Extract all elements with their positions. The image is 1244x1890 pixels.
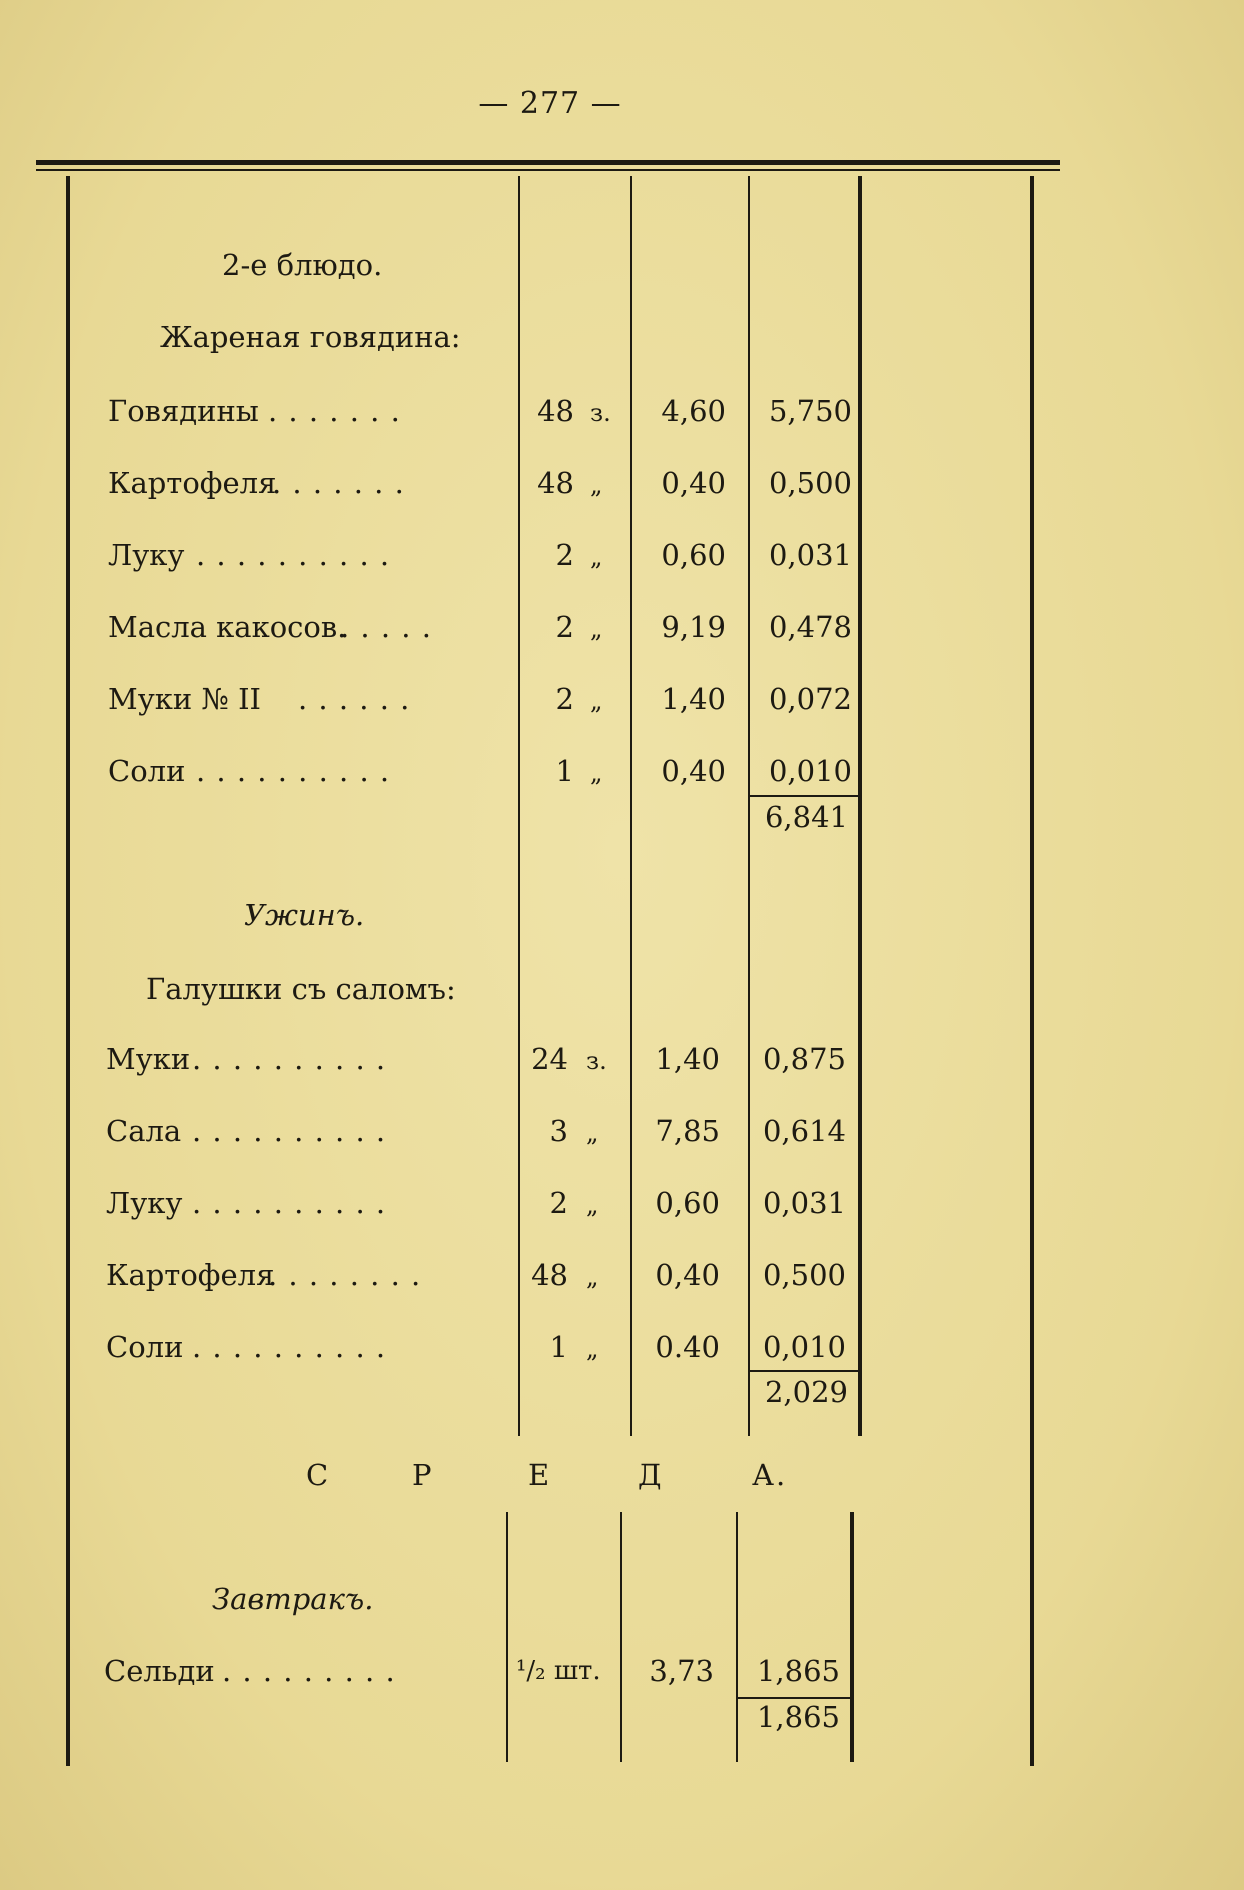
row-dots: . . . . . .: [298, 682, 411, 716]
row-dots: . . . . . . .: [272, 466, 405, 500]
row-name: Муки № II: [108, 682, 262, 716]
col-line-price: [630, 176, 632, 1436]
row-name: Картофеля: [108, 466, 277, 500]
row-price: 0,40: [661, 754, 726, 788]
row-unit: „: [590, 471, 603, 499]
row-dots: . . . . . . . . . .: [196, 538, 391, 572]
dish-heading: Жареная говядина:: [160, 320, 461, 354]
row-qty: 48: [537, 466, 574, 500]
row-unit: „: [586, 1119, 599, 1147]
row-cost: 1,865: [756, 1654, 840, 1688]
right-border: [1030, 176, 1034, 1766]
row-cost: 0,072: [768, 682, 852, 716]
row-qty: 2: [555, 538, 574, 572]
page-number: — 277 —: [478, 86, 622, 121]
row-unit: „: [586, 1263, 599, 1291]
row-name: Муки: [106, 1042, 191, 1076]
row-name: Говядины: [108, 394, 259, 428]
row-cost: 0,875: [762, 1042, 846, 1076]
row-name: Луку: [108, 538, 185, 572]
row-price: 0,40: [655, 1258, 720, 1292]
left-border: [66, 176, 70, 1766]
row-qty: 24: [531, 1042, 568, 1076]
total-2: 2,029: [764, 1375, 848, 1409]
row-dots: . . . . .: [340, 610, 432, 644]
dish-heading-2: Галушки съ саломъ:: [146, 972, 456, 1006]
col-line-end: [858, 176, 862, 1436]
row-unit: „: [590, 759, 603, 787]
row-unit: „: [590, 615, 603, 643]
row-cost: 0,614: [762, 1114, 846, 1148]
row-unit: „: [590, 543, 603, 571]
row-dots: . . . . . . . . . .: [196, 754, 391, 788]
meal-heading-supper: Ужинъ.: [244, 898, 365, 932]
total-1: 6,841: [764, 800, 848, 834]
course-heading: 2-е блюдо.: [222, 248, 383, 282]
row-cost: 0,031: [762, 1186, 846, 1220]
col-line-end-lower: [850, 1512, 854, 1762]
row-qty: 2: [555, 610, 574, 644]
row-dots: . . . . . . . . . .: [192, 1186, 387, 1220]
col-line-qty: [518, 176, 520, 1436]
row-price: 3,73: [649, 1654, 714, 1688]
row-dots: . . . . . . . . . .: [192, 1114, 387, 1148]
row-dots: . . . . . . . . . .: [192, 1330, 387, 1364]
total-rule-1: [748, 795, 858, 797]
row-name: Масла какосов.: [108, 610, 347, 644]
row-qty: 2: [555, 682, 574, 716]
day-letter-4: Д: [638, 1458, 664, 1492]
row-dots: . . . . . . . . .: [222, 1654, 396, 1688]
row-unit: „: [586, 1335, 599, 1363]
row-price: 0,40: [661, 466, 726, 500]
row-name: Луку: [106, 1186, 183, 1220]
row-unit: „: [590, 687, 603, 715]
row-dots: . . . . . . . . . .: [192, 1042, 387, 1076]
day-letter-1: С: [306, 1458, 331, 1492]
row-price: 7,85: [655, 1114, 720, 1148]
total-3: 1,865: [756, 1700, 840, 1734]
row-cost: 0,031: [768, 538, 852, 572]
row-qty: 2: [549, 1186, 568, 1220]
row-price: 1,40: [661, 682, 726, 716]
row-name: Картофеля: [106, 1258, 275, 1292]
top-rule-thick: [36, 160, 1060, 165]
row-dots: . . . . . . .: [268, 394, 401, 428]
row-name: Соли: [106, 1330, 184, 1364]
day-letter-2: Р: [412, 1458, 434, 1492]
row-price: 4,60: [661, 394, 726, 428]
row-price: 0,60: [661, 538, 726, 572]
row-name: Сельди: [104, 1654, 215, 1688]
row-unit: з.: [590, 399, 611, 427]
row-name: Соли: [108, 754, 186, 788]
col-line-price-lower: [620, 1512, 622, 1762]
row-qty: 48: [537, 394, 574, 428]
top-rule-thin: [36, 169, 1060, 171]
row-unit: з.: [586, 1047, 607, 1075]
total-rule-3: [736, 1697, 850, 1699]
row-price: 0,60: [655, 1186, 720, 1220]
day-letter-5: А.: [752, 1458, 788, 1492]
day-letter-3: Е: [528, 1458, 552, 1492]
row-cost: 5,750: [768, 394, 852, 428]
row-qty: ¹/₂ шт.: [516, 1656, 601, 1686]
row-name: Сала: [106, 1114, 182, 1148]
row-cost: 0,500: [762, 1258, 846, 1292]
row-cost: 0,010: [762, 1330, 846, 1364]
col-line-qty-lower: [506, 1512, 508, 1762]
row-price: 9,19: [661, 610, 726, 644]
row-price: 0.40: [655, 1330, 720, 1364]
row-cost: 0,500: [768, 466, 852, 500]
row-dots: . . . . . . . .: [268, 1258, 422, 1292]
row-qty: 1: [555, 754, 574, 788]
row-unit: „: [586, 1191, 599, 1219]
meal-heading-breakfast: Завтракъ.: [212, 1582, 374, 1616]
row-price: 1,40: [655, 1042, 720, 1076]
row-qty: 3: [549, 1114, 568, 1148]
row-cost: 0,478: [768, 610, 852, 644]
row-qty: 48: [531, 1258, 568, 1292]
total-rule-2: [748, 1370, 858, 1372]
row-cost: 0,010: [768, 754, 852, 788]
row-qty: 1: [549, 1330, 568, 1364]
